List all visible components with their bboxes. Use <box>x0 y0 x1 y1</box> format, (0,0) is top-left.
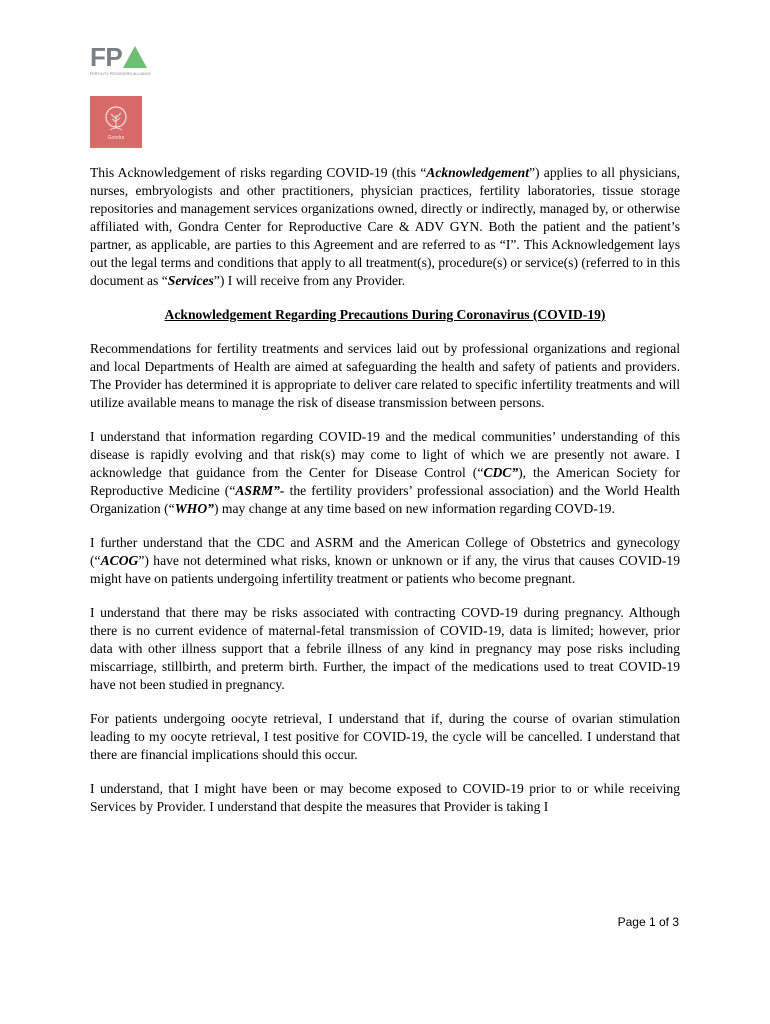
clinic-logo-wordmark: Gondra <box>107 134 125 141</box>
term-acog: ACOG <box>100 553 139 568</box>
tree-emblem-icon <box>101 104 131 134</box>
term-who: WHO” <box>174 501 214 516</box>
fpa-logo-text: FP <box>90 42 123 72</box>
fpa-logo-triangle-icon <box>123 46 147 68</box>
term-acknowledgement: Acknowledgement <box>426 165 529 180</box>
intro-paragraph: This Acknowledgement of risks regarding COVID-19 (this “Acknowledgement”) applies to all physicians, nurses, embryologists and other practitioners, physician practices, fertility laboratories, tissue storage repositories and management services organizations owned, directly or indirectly, managed by, or otherwise affiliated with, Gondra Center for Reproductive Care & ADV GYN. Both the patient and the patient’s partner, as applicable, are parties to this Agreement and are referred to as “I”. This Acknowledgement lays out the legal terms and conditions that apply to all treatment(s), procedure(s) or service(s) (referred to in this document as “Services”) I will receive from any Provider. <box>90 165 680 288</box>
section-heading: Acknowledgement Regarding Precautions During Coronavirus (COVID-19) <box>164 307 606 322</box>
fpa-logo-tagline: FERTILITY PROVIDERS ALLIANCE <box>90 72 151 76</box>
paragraph-recommendations: Recommendations for fertility treatments and services laid out by professional organizations and regional and local Departments of Health are aimed at safeguarding the health and safety of patients and providers. The Provider has determined it is appropriate to deliver care related to specific infertility treatments and will utilize available means to manage the risk of disease transmission between persons. <box>90 341 680 410</box>
paragraph-pregnancy-risks: I understand that there may be risks associated with contracting COVD-19 during pregnancy. Although there is no current evidence of maternal-fetal transmission of COVID-19, data is limited; however, prior data with other illness support that a febrile illness of any kind in pregnancy may pose risks including miscarriage, stillbirth, and preterm birth. Further, the impact of the medications used to treat COVID-19 have not been studied in pregnancy. <box>90 605 680 692</box>
paragraph-acog: I further understand that the CDC and ASRM and the American College of Obstetrics and gynecology (“ACOG”) have not determined what risks, known or unknown or if any, the virus that causes COVID-19 might have on patients undergoing infertility treatment or patients who become pregnant. <box>90 535 680 586</box>
fpa-logo <box>90 44 160 78</box>
clinic-logo <box>90 96 142 148</box>
term-asrm: ASRM”- <box>235 483 285 498</box>
paragraph-oocyte-retrieval: For patients undergoing oocyte retrieval, I understand that if, during the course of ovarian stimulation leading to my oocyte retrieval, I test positive for COVID-19, the cycle will be cancelled. I understand that there are financial implications should this occur. <box>90 711 680 762</box>
document-body <box>90 164 680 832</box>
paragraph-exposure: I understand, that I might have been or may become exposed to COVID-19 prior to or while receiving Services by Provider. I understand that despite the measures that Provider is taking I <box>90 781 680 814</box>
paragraph-guidance: I understand that information regarding COVID-19 and the medical communities’ understanding of this disease is rapidly evolving and that risk(s) may come to light of which we are presently not aware. I acknowledge that guidance from the Center for Disease Control (“CDC”), the American Society for Reproductive Medicine (“ASRM”- the fertility providers’ professional association) and the World Health Organization (“WHO”) may change at any time based on new information regarding COVD-19. <box>90 429 680 516</box>
term-cdc: CDC” <box>483 465 519 480</box>
page-number: Page 1 of 3 <box>617 915 679 929</box>
term-services: Services <box>167 273 214 288</box>
